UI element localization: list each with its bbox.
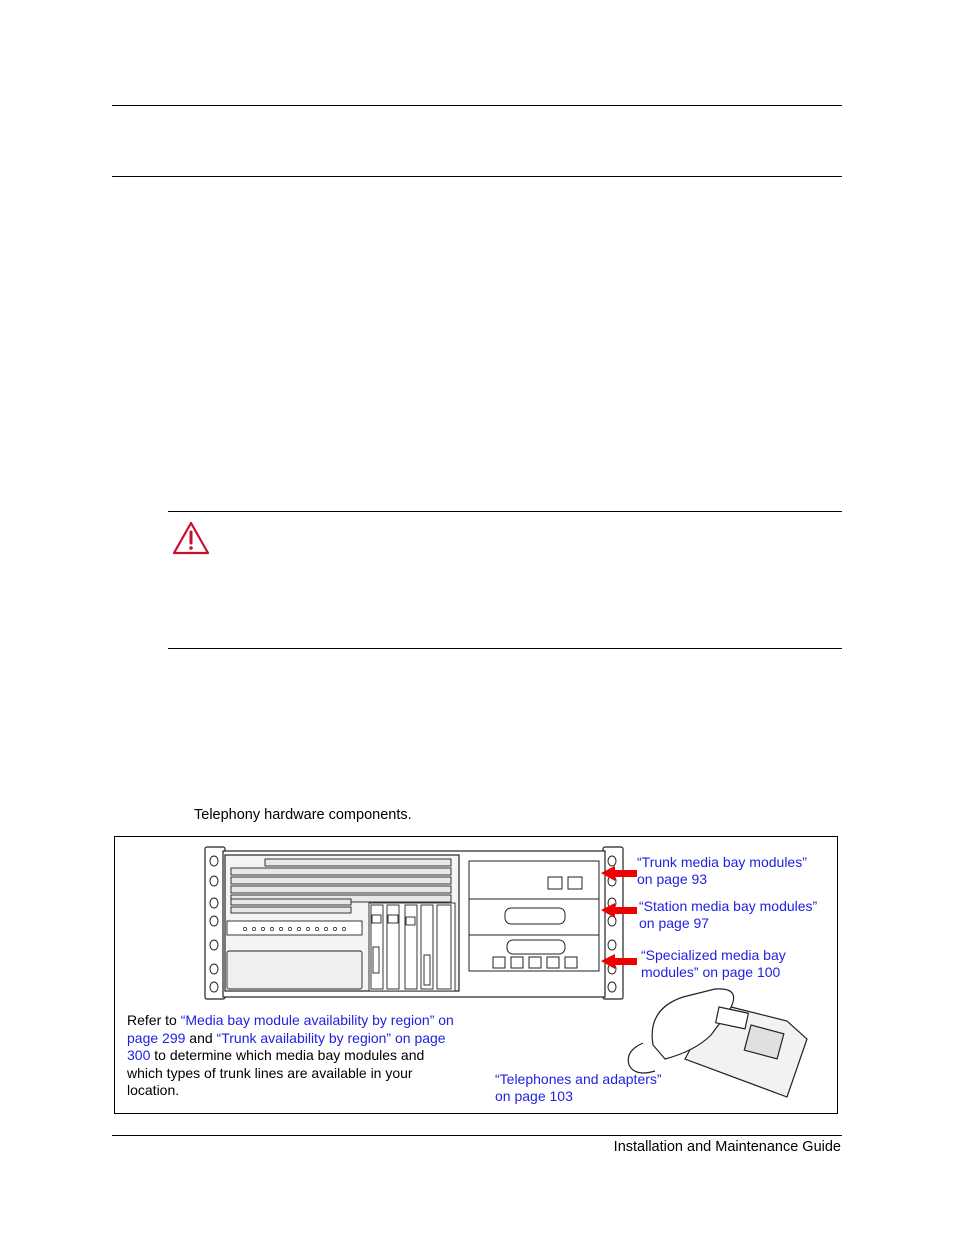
media-bay-modules (469, 861, 599, 971)
callout-telephones[interactable]: “Telephones and adapters” on page 103 (495, 1071, 662, 1104)
callout-trunk-media[interactable]: “Trunk media bay modules” on page 93 (637, 854, 807, 887)
callout-station-media[interactable]: “Station media bay modules” on page 97 (639, 898, 818, 931)
header-rule-bottom (112, 176, 842, 177)
refer-suffix: to determine which media bay modules and which types of trunk lines are available in your location. (127, 1047, 425, 1098)
refer-middle: and (185, 1029, 217, 1046)
header-rule-top (112, 105, 842, 106)
figure-box (114, 836, 838, 1114)
link-trunk-availability[interactable]: “Trunk availability by region” on page 300 (127, 1029, 446, 1063)
figure-caption: Telephony hardware components. (194, 807, 412, 823)
link-media-bay-availability[interactable]: “Media bay module availability by region” on page 299 (127, 1012, 454, 1046)
refer-paragraph (127, 1012, 457, 1100)
footer-rule (112, 1135, 842, 1136)
callout-specialized-media[interactable]: “Specialized media bay modules” on page 100 (641, 947, 786, 980)
warning-rule-top (168, 511, 842, 512)
warning-rule-bottom (168, 648, 842, 649)
refer-prefix: Refer to (127, 1012, 181, 1028)
footer-title: Installation and Maintenance Guide (613, 1139, 841, 1155)
warning-icon (172, 521, 210, 555)
